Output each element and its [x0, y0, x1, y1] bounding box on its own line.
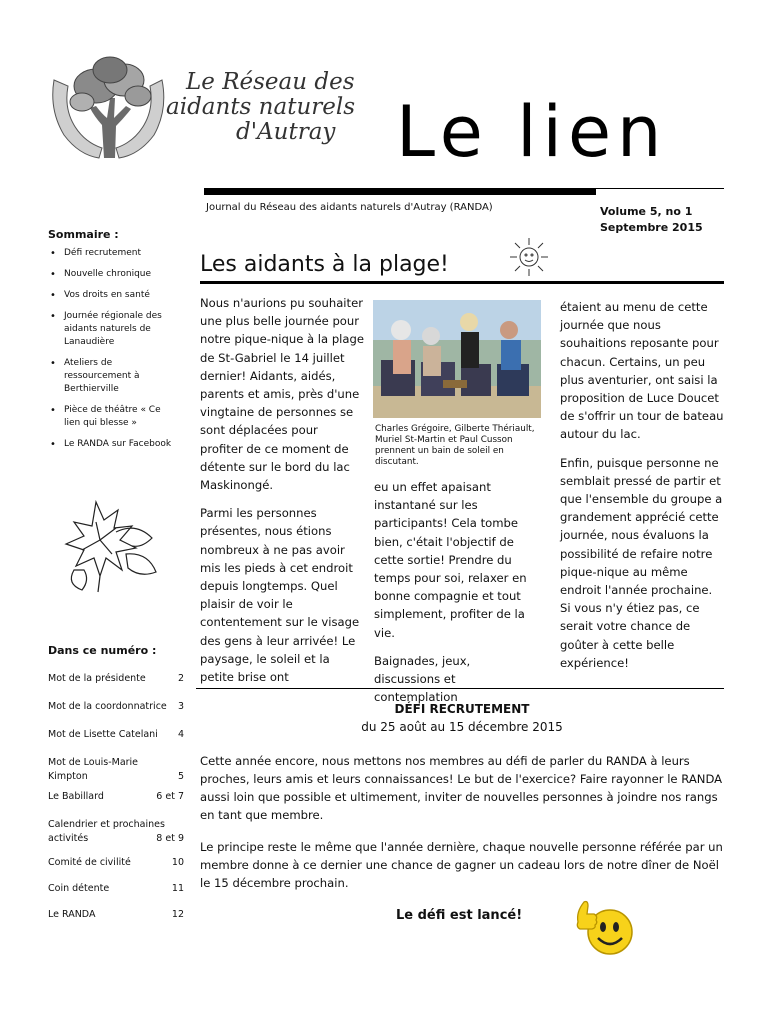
article-column-3 — [560, 298, 726, 682]
sommaire-item: • Le RANDA sur Facebook — [48, 438, 178, 451]
article-paragraph: Nous n'aurions pu souhaiter une plus belle journée pour notre pique-nique à la plage de St-Gabriel le 14 juillet dernier! Aidants, aidés, parents et amis, près d'une vingtaine de personnes se sont déplacées pour profiter de ce moment de détente sur le bord du lac Maskinongé. — [200, 296, 364, 493]
defi-paragraph: Cette année encore, nous mettons nos membres au défi de parler du RANDA à leurs proches, leurs amis et leurs connaissances! Le but de l'exercice? Faire rayonner le RANDA aussi loin que possible et ultimement, inviter de nouvelles personnes à joindre nos rangs en tant que membre. — [200, 754, 723, 822]
toc-page: 4 — [177, 729, 184, 740]
toc-entry — [48, 818, 184, 846]
article-paragraph: étaient au menu de cette journée que nous souhaitions reposante pour chacun. Certains, un peu plus aventurier, ont saisi la proposition de Luce Doucet de s'offrir un tour de bateau autour du lac. — [560, 300, 724, 442]
toc-page: 8 et 9 — [156, 833, 184, 844]
defi-dates: du 25 août au 15 décembre 2015 — [361, 720, 563, 734]
toc-page: 3 — [177, 701, 184, 712]
org-name-line3: d'Autray — [236, 119, 336, 145]
defi-body — [200, 752, 724, 906]
toc-page: 11 — [171, 883, 184, 894]
newsletter-title: Le lien — [396, 91, 668, 173]
toc-page: 5 — [177, 771, 184, 782]
article-paragraph: Enfin, puisque personne ne semblait pressé de partir et que l'ensemble du groupe a grandement apprécié cette journée, nous évaluons la possibilité de refaire notre pique-nique au même endroit l'année prochaine. Si vous n'y étiez pas, ce serait votre chance de goûter à cette belle expérience! — [560, 455, 723, 670]
toc-label: Comité de civilité — [48, 857, 131, 868]
organization-name — [166, 70, 366, 145]
toc-label: Calendrier et prochaines activités — [48, 819, 165, 844]
toc-entry — [48, 908, 184, 922]
org-name-line2: aidants naturels — [166, 94, 356, 120]
sommaire-item: • Défi recrutement — [48, 247, 178, 260]
sommaire-item: • Pièce de théâtre « Ce lien qui blesse » — [48, 404, 178, 430]
sommaire-item: • Nouvelle chronique — [48, 268, 178, 281]
toc-page: 10 — [171, 857, 184, 868]
article-paragraph: Parmi les personnes présentes, nous étions nombreux à ne pas avoir mis les pieds à cet endroit depuis longtemps. Quel plaisir de voir le contentement sur le visage des gens à leur arrivée! Le paysage, le soleil et la petite brise ont — [200, 506, 360, 685]
toc-label: Mot de la présidente — [48, 673, 146, 684]
toc-entry — [48, 882, 184, 896]
toc-entry — [48, 728, 184, 742]
dans-ce-numero-heading: Dans ce numéro : — [48, 644, 157, 657]
sommaire-item: • Vos droits en santé — [48, 289, 178, 302]
article-column-2 — [374, 478, 538, 716]
journal-subtitle: Journal du Réseau des aidants naturels d'Autray (RANDA) — [206, 202, 493, 213]
org-name-line1: Le Réseau des — [186, 69, 355, 95]
sun-sketch-icon — [508, 236, 550, 278]
section-divider — [196, 688, 724, 689]
sommaire-item: • Journée régionale des aidants naturels de Lanaudière — [48, 310, 178, 349]
toc-label: Coin détente — [48, 883, 110, 894]
toc-entry — [48, 700, 184, 714]
autumn-leaves-icon — [56, 492, 166, 596]
header-rule-thick — [204, 189, 596, 195]
article-paragraph: Baignades, jeux, discussions et contemplation — [374, 653, 471, 705]
photo-caption: Charles Grégoire, Gilberte Thériault, Muriel St-Martin et Paul Cusson prennent un bain de soleil en discutant. — [375, 424, 535, 467]
toc-page: 2 — [177, 673, 184, 684]
toc-label: Mot de Lisette Catelani — [48, 729, 158, 740]
toc-entry — [48, 856, 184, 870]
beach-photo — [373, 300, 541, 418]
toc-label: Mot de Louis-Marie Kimpton — [48, 757, 139, 782]
toc-entry — [48, 756, 184, 784]
toc-label: Le Babillard — [48, 791, 104, 802]
article-column-1 — [200, 294, 364, 696]
headline-rule — [200, 281, 724, 284]
article-headline: Les aidants à la plage! — [200, 252, 449, 277]
toc-page: 6 et 7 — [156, 791, 184, 802]
logo-tree-hands-icon — [44, 50, 174, 170]
issue-info — [600, 204, 703, 236]
volume-number: Volume 5, no 1 — [600, 205, 693, 218]
issue-date: Septembre 2015 — [600, 221, 703, 234]
sommaire-heading: Sommaire : — [48, 228, 119, 241]
defi-closing: Le défi est lancé! — [396, 908, 523, 923]
toc-page: 12 — [171, 909, 184, 920]
article-paragraph: eu un effet apaisant instantané sur les participants! Cela tombe bien, c'était l'objectif de cette sortie! Prendre du temps pour soi, relaxer en bonne compagnie et tout simplement, profiter de la vie. — [374, 480, 527, 640]
toc-label: Mot de la coordonnatrice — [48, 701, 167, 712]
defi-title: DÉFI RECRUTEMENT — [394, 702, 530, 716]
toc-label: Le RANDA — [48, 909, 96, 920]
toc-entry — [48, 790, 184, 804]
toc-entry — [48, 672, 184, 686]
sommaire-item: • Ateliers de ressourcement à Berthierville — [48, 357, 178, 396]
defi-paragraph: Le principe reste le même que l'année dernière, chaque nouvelle personne référée par un membre donne à ce dernier une chance de gagner un cadeau lors de notre dîner de Noël le 15 décembre prochain. — [200, 840, 723, 890]
sommaire-list — [48, 247, 178, 459]
thumbs-up-smiley-icon — [572, 896, 638, 958]
